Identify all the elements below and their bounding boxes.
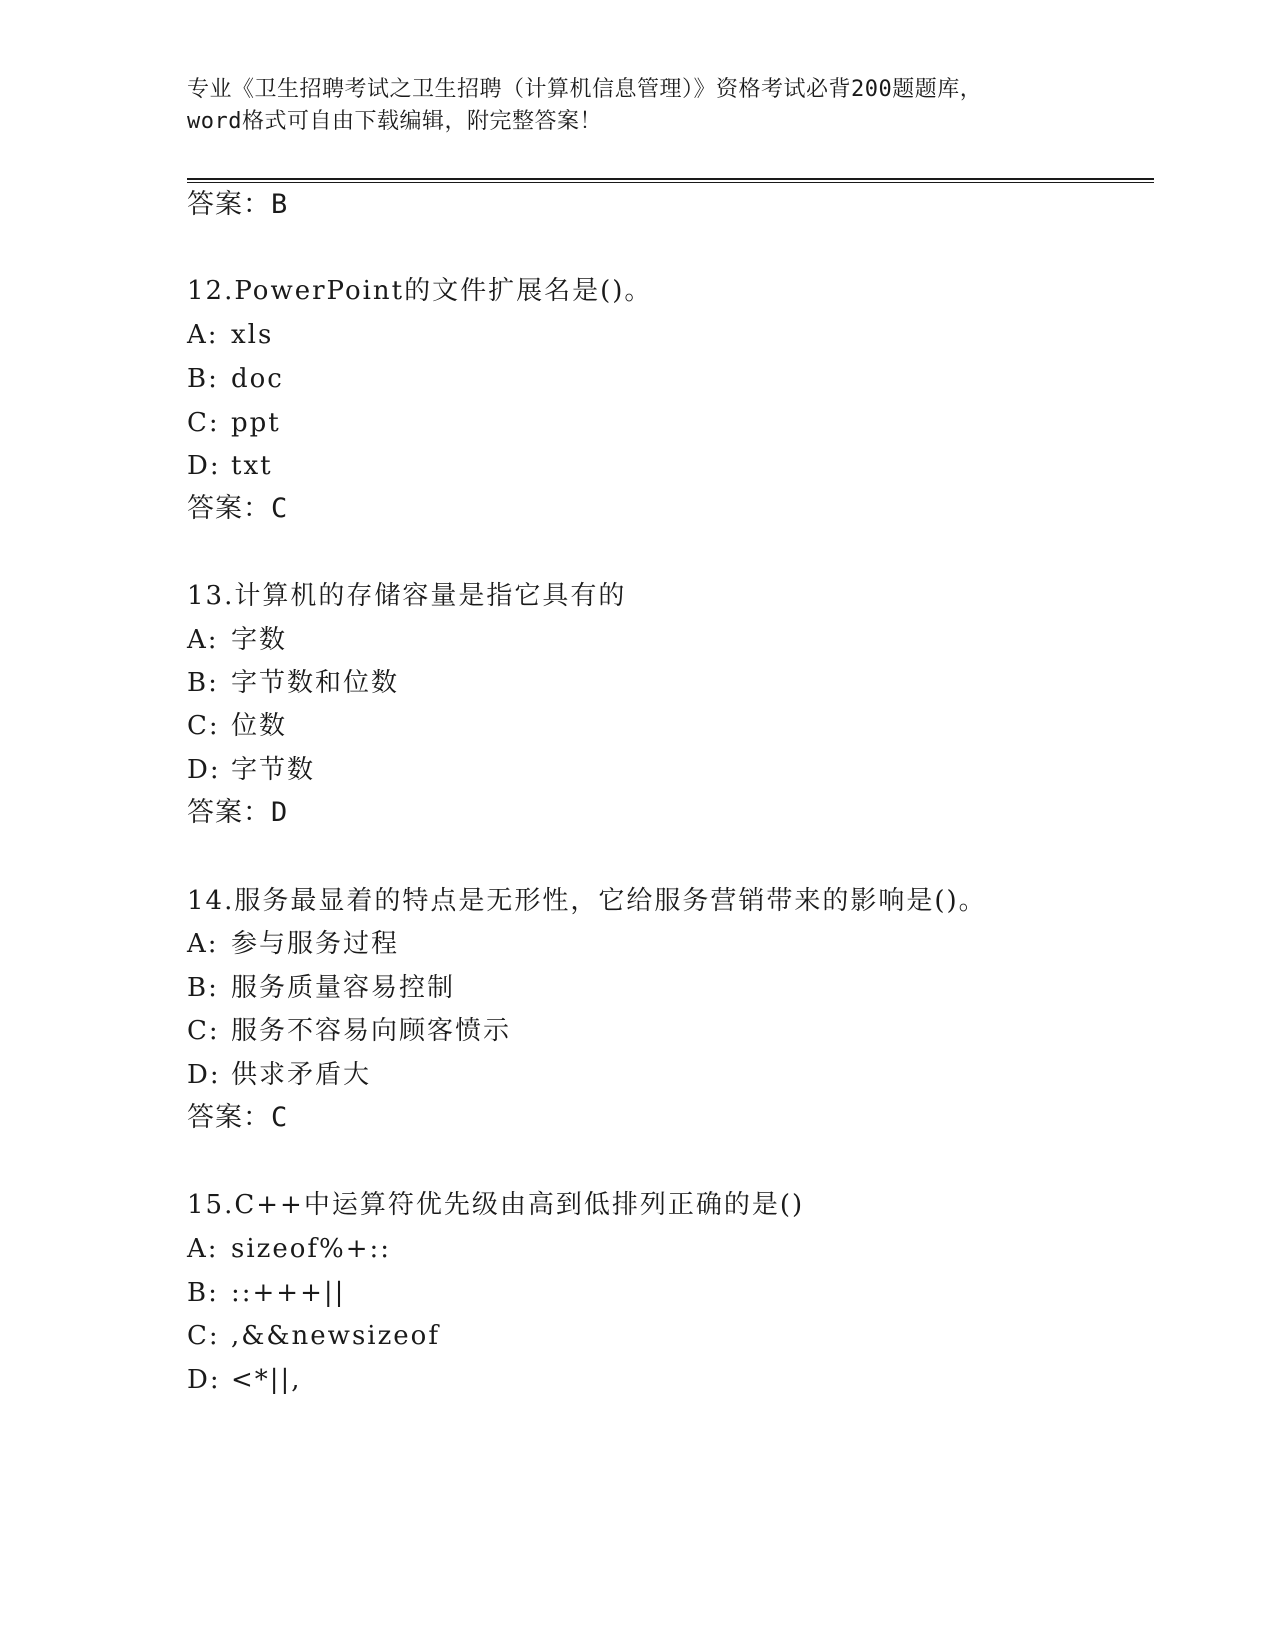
header-divider-thin: [187, 182, 1154, 183]
question-12-option-b: [187, 362, 284, 396]
option-text: 字节数和位数: [231, 668, 400, 698]
question-13-text: 13.计算机的存储容量是指它具有的: [187, 581, 627, 611]
header-title-line-2: word格式可自由下载编辑，附完整答案！: [187, 109, 602, 134]
option-text: 字数: [231, 625, 288, 655]
answer-12: 答案：C: [187, 493, 289, 524]
question-15-option-c: [187, 1319, 440, 1353]
option-text: doc: [231, 364, 284, 394]
option-label: C:: [187, 1321, 220, 1351]
option-text: 供求矛盾大: [231, 1060, 372, 1090]
question-15-option-d: [187, 1363, 302, 1397]
answer-prev: 答案：B: [187, 189, 289, 220]
option-label: D:: [187, 1365, 221, 1395]
question-15-text: 15.C++中运算符优先级由高到低排列正确的是(): [187, 1190, 805, 1220]
option-text: 字节数: [231, 755, 316, 785]
option-label: A:: [187, 320, 219, 350]
option-text: txt: [231, 451, 273, 481]
option-text: ppt: [231, 408, 281, 438]
question-15-option-b: [187, 1276, 345, 1310]
question-15-option-a: [187, 1232, 391, 1266]
document-header: [187, 74, 1087, 138]
question-14-option-a: [187, 927, 399, 961]
option-label: B:: [187, 1278, 219, 1308]
option-text: <*||,: [231, 1365, 302, 1395]
option-text: 位数: [231, 711, 288, 741]
option-text: xls: [231, 320, 274, 350]
question-13-option-c: [187, 709, 287, 743]
option-label: D:: [187, 1060, 221, 1090]
question-13-option-d: [187, 753, 315, 787]
option-label: C:: [187, 1016, 220, 1046]
option-label: B:: [187, 364, 219, 394]
option-label: B:: [187, 668, 219, 698]
option-label: D:: [187, 755, 221, 785]
option-label: A:: [187, 625, 219, 655]
question-13-option-a: [187, 623, 287, 657]
option-label: C:: [187, 408, 220, 438]
option-text: sizeof%+::: [231, 1234, 392, 1264]
option-text: ::+++||: [231, 1278, 346, 1308]
question-12-text: 12.PowerPoint的文件扩展名是()。: [187, 276, 653, 306]
option-label: A:: [187, 1234, 219, 1264]
option-label: B:: [187, 973, 219, 1003]
answer-14: 答案：C: [187, 1102, 289, 1133]
question-13-option-b: [187, 666, 399, 700]
option-text: 参与服务过程: [231, 929, 400, 959]
question-14-option-d: [187, 1058, 371, 1092]
option-text: 服务不容易向顾客愤示: [231, 1016, 512, 1046]
option-text: 服务质量容易控制: [231, 973, 456, 1003]
option-label: C:: [187, 711, 220, 741]
question-12-option-a: [187, 318, 273, 352]
option-label: D:: [187, 451, 221, 481]
option-label: A:: [187, 929, 219, 959]
question-12-option-d: [187, 449, 273, 483]
question-14-text: 14.服务最显着的特点是无形性，它给服务营销带来的影响是()。: [187, 886, 987, 916]
header-title-line-1: 专业《卫生招聘考试之卫生招聘（计算机信息管理）》资格考试必背200题题库，: [187, 77, 983, 102]
option-text: ,&&newsizeof: [231, 1321, 440, 1351]
question-12-option-c: [187, 406, 281, 440]
question-14-option-c: [187, 1014, 511, 1048]
question-14-option-b: [187, 971, 455, 1005]
answer-13: 答案：D: [187, 797, 289, 828]
header-divider-thick: [187, 178, 1154, 180]
